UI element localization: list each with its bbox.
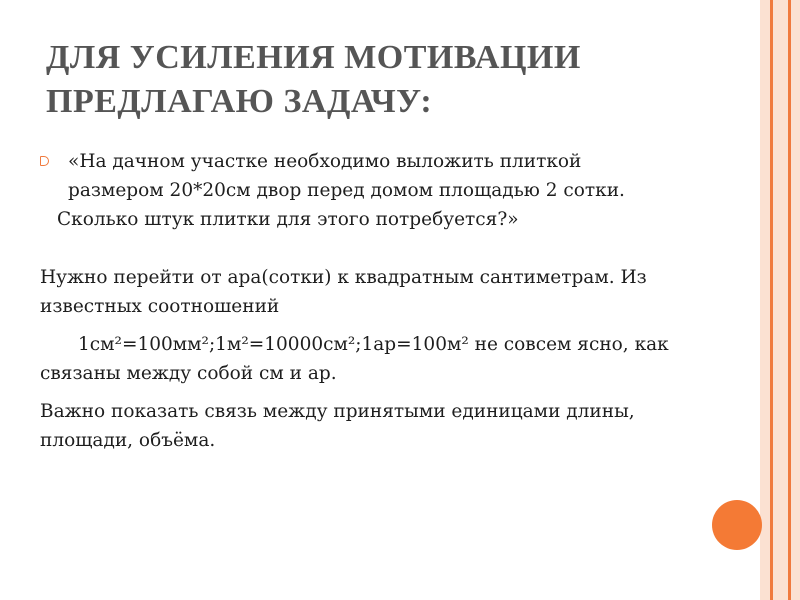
task-line: размером 20*20см двор перед домом площадью 2 сотки. <box>68 180 625 201</box>
task-line: «На дачном участке необходимо выложить плиткой <box>68 151 582 172</box>
paragraph-importance <box>40 397 755 455</box>
right-border-decoration <box>760 0 800 600</box>
border-line-inner <box>770 0 773 600</box>
title-line: ПРЕДЛАГАЮ ЗАДАЧУ: <box>46 83 433 120</box>
paragraph-gap <box>40 321 755 330</box>
paragraph-line: площади, объёма. <box>40 430 216 451</box>
paragraph-relations <box>40 330 755 388</box>
paragraph-line: 1см²=100мм²;1м²=10000см²;1ар=100м² не совсем ясно, как <box>78 334 669 355</box>
paragraph-units <box>40 263 755 321</box>
task-bullet <box>40 147 755 205</box>
paragraph-line: известных соотношений <box>40 296 280 317</box>
question-line: Сколько штук плитки для этого потребуется?» <box>57 209 519 230</box>
hollow-arrow-bullet-icon <box>40 156 49 166</box>
paragraph-spacer <box>40 234 755 263</box>
title-line: ДЛЯ УСИЛЕНИЯ МОТИВАЦИИ <box>46 39 581 76</box>
paragraph-line: Важно показать связь между принятыми единицами длины, <box>40 401 635 422</box>
slide-title <box>46 36 746 124</box>
paragraph-line: связаны между собой см и ар. <box>40 363 337 384</box>
slide-body <box>40 147 755 455</box>
task-question <box>40 205 755 234</box>
border-line-outer <box>788 0 791 600</box>
orange-circle-decoration <box>712 500 762 550</box>
paragraph-line: Нужно перейти от ара(сотки) к квадратным сантиметрам. Из <box>40 267 647 288</box>
paragraph-gap <box>40 388 755 397</box>
